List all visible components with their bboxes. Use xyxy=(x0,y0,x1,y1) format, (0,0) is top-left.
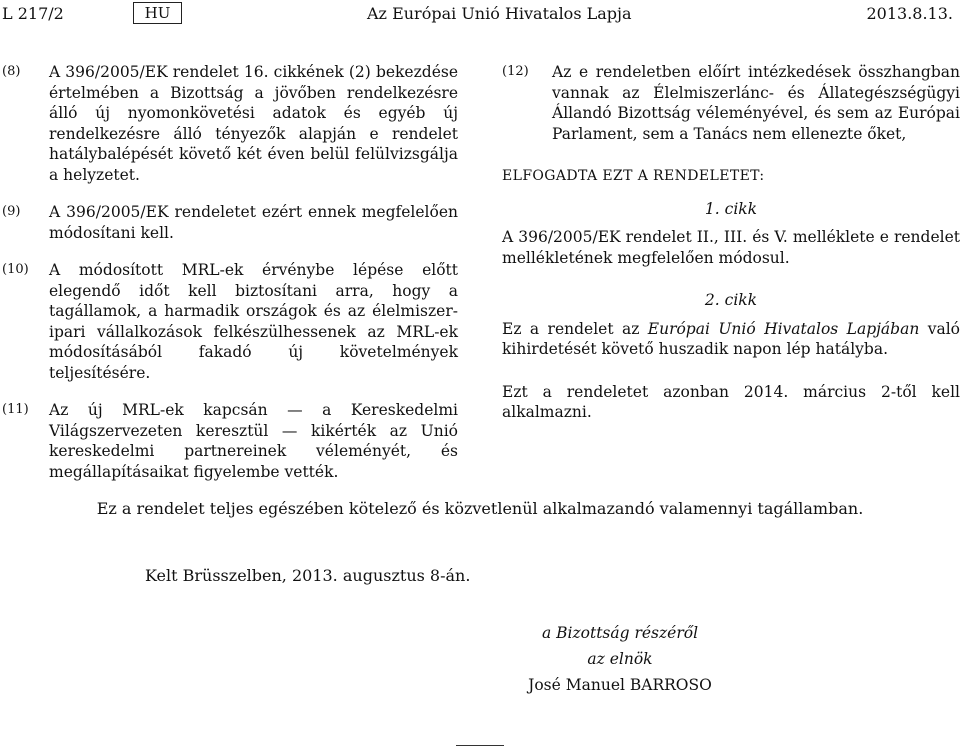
publication-date: 2013.8.13. xyxy=(866,4,953,23)
signature-on-behalf: a Bizottság részéről xyxy=(541,624,699,642)
footnote-divider xyxy=(456,745,504,746)
recital-9 xyxy=(0,202,458,243)
signatory-name: José Manuel BARROSO xyxy=(528,676,712,694)
page-reference: L 217/2 xyxy=(2,4,64,23)
recital-11 xyxy=(0,400,458,482)
recital-number: (12) xyxy=(502,64,529,79)
article-1-text: A 396/2005/EK rendelet II., III. és V. melléklete e rendelet mellékletének megfelelően módosul. xyxy=(502,228,960,267)
recital-text: A módosított MRL-ek érvénybe lépése előtt elegendő időt kell biztosítani arra, hogy a tagállamok, a harmadik országok és az élelmiszer-ipari vállalkozások felkészülhessenek az MRL-ek módosításából fakadó új követelmények teljesítésére. xyxy=(49,261,458,382)
article-2-text-part: való kihirdetését követő huszadik napon lép hatályba. xyxy=(502,319,960,358)
journal-name-italic: Európai Unió Hivatalos Lapjában xyxy=(647,319,920,338)
recital-text: A 396/2005/EK rendeletet ezért ennek megfelelően módosítani kell. xyxy=(49,203,458,242)
page-header xyxy=(0,2,960,28)
language-badge: HU xyxy=(133,2,182,24)
recital-number: (11) xyxy=(2,402,29,417)
recital-text: Az e rendeletben előírt intézkedések összhangban vannak az Élelmiszerlánc- és Állategészségügyi Állandó Bizottság véleményével, és sem az Európai Parlament, sem a Tanács nem ellenezte őket, xyxy=(552,63,960,143)
article-2-application: Ezt a rendeletet azonban 2014. március 2-től kell alkalmazni. xyxy=(502,382,960,421)
recital-text: A 396/2005/EK rendelet 16. cikkének (2) bekezdése értelmében a Bizottság a jövőben rendelkezésre álló új nyomonkövetési adatok és egyéb új rendelkezésre álló tényezők alapján e rendelet hatálybalépését követő két éven belül felülvizsgálja a helyzetet. xyxy=(49,63,458,184)
article-2-text-part: Ez a rendelet az xyxy=(502,319,648,338)
recital-number: (9) xyxy=(2,204,21,219)
article-2-title: 2. cikk xyxy=(704,291,758,309)
recital-8 xyxy=(0,62,458,185)
adoption-formula: ELFOGADTA EZT A RENDELETET: xyxy=(502,168,765,184)
right-column xyxy=(502,62,960,423)
recital-12 xyxy=(502,62,960,144)
recital-text: Az új MRL-ek kapcsán — a Kereskedelmi Világszervezeten keresztül — kikérték az Unió kereskedelmi partnereinek véleményét, és megállapításaikat figyelembe vették. xyxy=(49,401,458,481)
left-column xyxy=(0,62,458,499)
recital-number: (8) xyxy=(2,64,21,79)
binding-clause: Ez a rendelet teljes egészében kötelező és közvetlenül alkalmazandó valamennyi tagállamban. xyxy=(96,499,864,518)
recital-number: (10) xyxy=(2,262,29,277)
signature-role: az elnök xyxy=(587,650,653,668)
place-and-date: Kelt Brüsszelben, 2013. augusztus 8-án. xyxy=(145,566,471,585)
journal-title: Az Európai Unió Hivatalos Lapja xyxy=(367,4,632,23)
recital-10 xyxy=(0,260,458,383)
article-1-title: 1. cikk xyxy=(704,199,758,218)
article-2-text xyxy=(502,319,960,360)
